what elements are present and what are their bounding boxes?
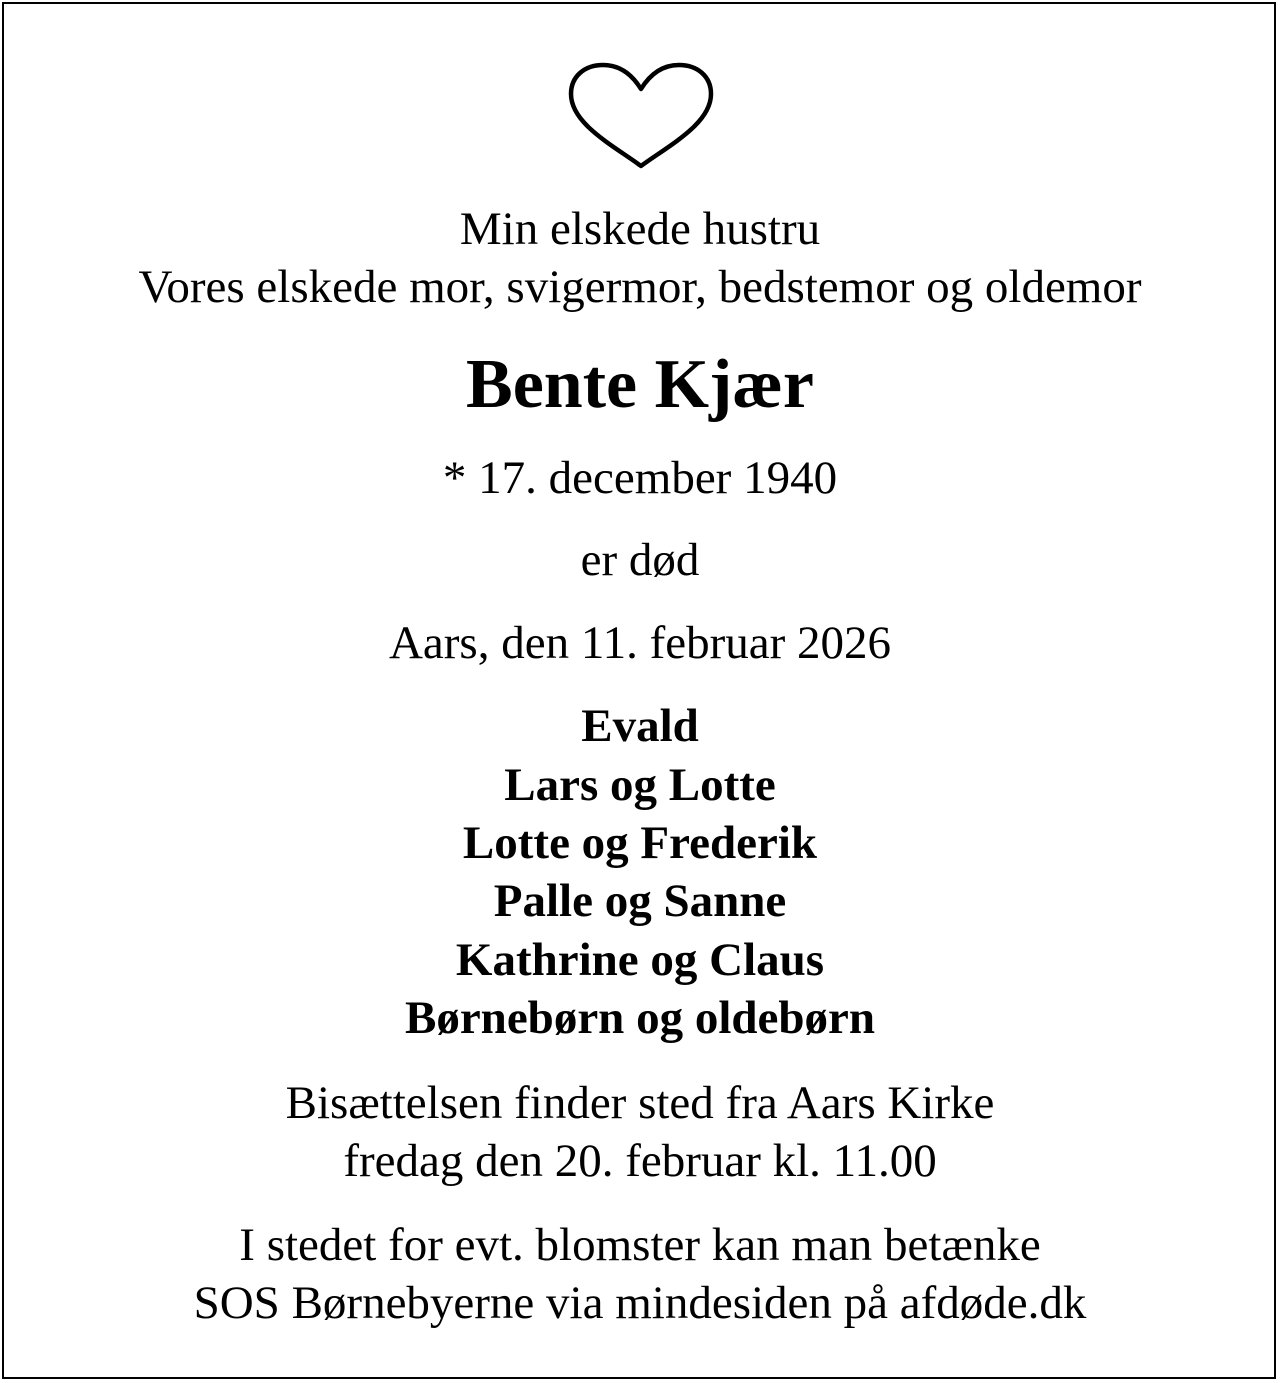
family-line-3: Lotte og Frederik <box>462 817 818 869</box>
death-text: er død <box>580 534 700 586</box>
intro-line-1: Min elskede hustru <box>459 203 821 255</box>
heart-icon <box>568 62 714 170</box>
donation-line-2: SOS Børnebyerne via mindesiden på afdøde.dk <box>193 1277 1087 1329</box>
family-line-1: Evald <box>581 700 699 752</box>
family-line-4: Palle og Sanne <box>493 875 787 927</box>
funeral-line-2: fredag den 20. februar kl. 11.00 <box>343 1135 937 1187</box>
place-and-date: Aars, den 11. februar 2026 <box>388 617 892 669</box>
deceased-name: Bente Kjær <box>466 346 814 423</box>
intro-line-2: Vores elskede mor, svigermor, bedstemor og oldemor <box>138 261 1142 313</box>
birth-date: * 17. december 1940 <box>442 452 838 504</box>
family-line-5: Kathrine og Claus <box>455 934 825 986</box>
donation-line-1: I stedet for evt. blomster kan man betænke <box>239 1219 1041 1271</box>
family-line-2: Lars og Lotte <box>504 759 776 811</box>
funeral-line-1: Bisættelsen finder sted fra Aars Kirke <box>285 1077 995 1129</box>
family-line-6: Børnebørn og oldebørn <box>404 992 876 1044</box>
